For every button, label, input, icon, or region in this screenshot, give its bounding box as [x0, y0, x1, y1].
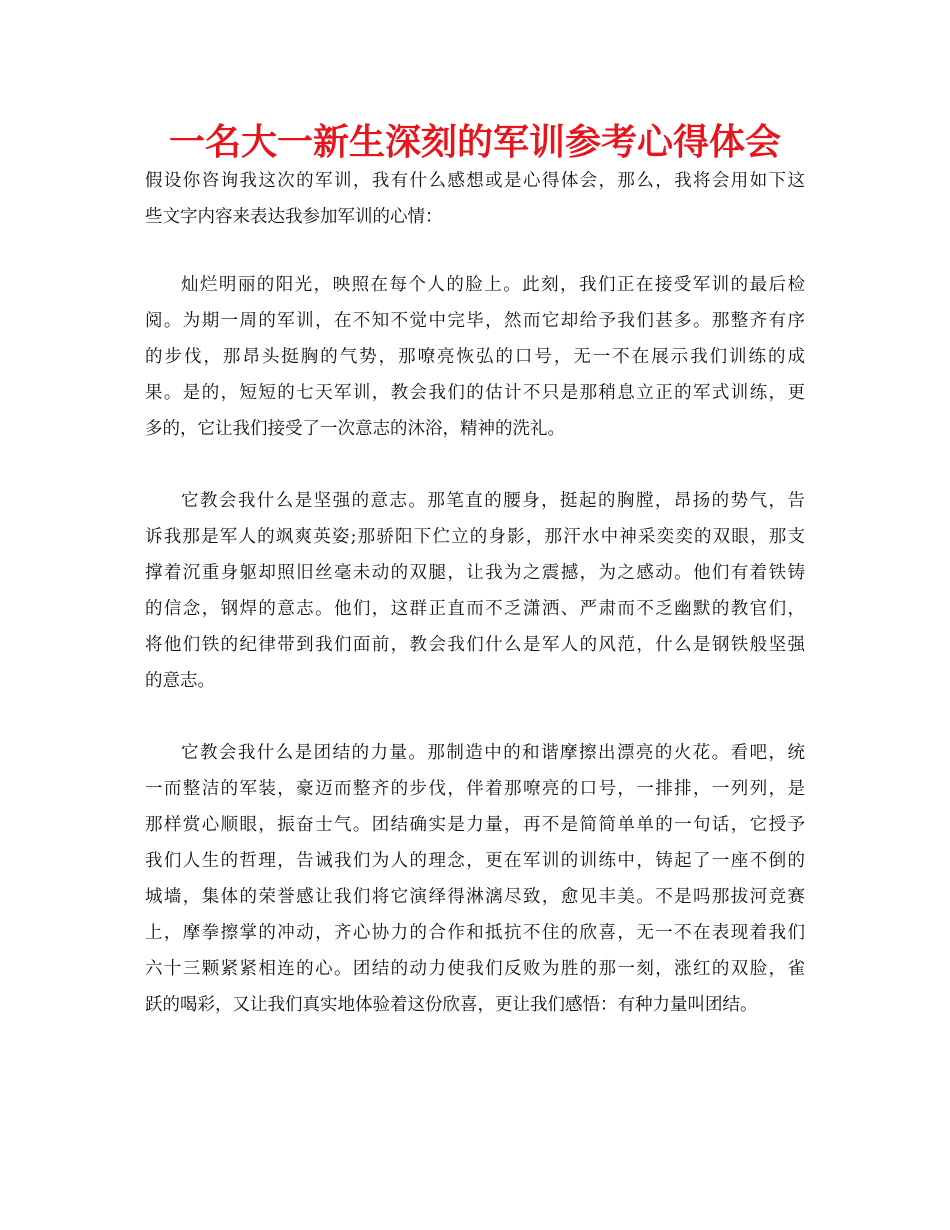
- text-line: 假设你咨询我这次的军训，我有什么感想或是心得体会，那么，我将会用如下这: [145, 171, 805, 191]
- paragraph-1: [145, 267, 805, 447]
- text-line: 跃的喝彩，又让我们真实地体验着这份欣喜，更让我们感悟：有种力量叫团结。: [145, 995, 758, 1015]
- text-line: 阅。为期一周的军训，在不知不觉中完毕，然而它却给予我们甚多。那整齐有序: [145, 311, 805, 331]
- intro-paragraph: [145, 163, 805, 235]
- text-line: 一而整洁的军装，豪迈而整齐的步伐，伴着那嘹亮的口号，一排排，一列列，是: [145, 779, 805, 799]
- text-line: 灿烂明丽的阳光，映照在每个人的脸上。此刻，我们正在接受军训的最后检: [181, 275, 805, 295]
- text-line: 些文字内容来表达我参加军训的心情：: [145, 207, 443, 227]
- text-line: 多的，它让我们接受了一次意志的沐浴，精神的洗礼。: [145, 419, 565, 439]
- paragraph-3: [145, 735, 805, 1023]
- document-title: 一名大一新生深刻的军训参考心得体会: [168, 122, 781, 163]
- text-line: 撑着沉重身躯却照旧丝毫未动的双腿，让我为之震撼，为之感动。他们有着铁铸: [145, 563, 805, 583]
- text-line: 的步伐，那昂头挺胸的气势，那嘹亮恢弘的口号，无一不在展示我们训练的成: [145, 347, 805, 367]
- text-line: 将他们铁的纪律带到我们面前，教会我们什么是军人的风范，什么是钢铁般坚强: [145, 635, 805, 655]
- text-line: 我们人生的哲理，告诫我们为人的理念，更在军训的训练中，铸起了一座不倒的: [145, 851, 805, 871]
- text-line: 它教会我什么是坚强的意志。那笔直的腰身，挺起的胸膛，昂扬的势气，告: [181, 491, 805, 511]
- text-line: 诉我那是军人的飒爽英姿;那骄阳下伫立的身影，那汗水中神采奕奕的双眼，那支: [145, 527, 805, 547]
- text-line: 的信念，钢焊的意志。他们，这群正直而不乏潇洒、严肃而不乏幽默的教官们，: [145, 599, 805, 619]
- text-line: 那样赏心顺眼，振奋士气。团结确实是力量，再不是简简单单的一句话，它授予: [145, 815, 805, 835]
- text-line: 的意志。: [145, 671, 215, 691]
- text-line: 六十三颗紧紧相连的心。团结的动力使我们反败为胜的那一刻，涨红的双脸，雀: [145, 959, 805, 979]
- text-line: 上，摩拳擦掌的冲动，齐心协力的合作和抵抗不住的欣喜，无一不在表现着我们: [145, 923, 805, 943]
- text-line: 它教会我什么是团结的力量。那制造中的和谐摩擦出漂亮的火花。看吧，统: [181, 743, 805, 763]
- text-line: 果。是的，短短的七天军训，教会我们的估计不只是那稍息立正的军式训练，更: [145, 383, 805, 403]
- text-line: 城墙，集体的荣誉感让我们将它演绎得淋漓尽致，愈见丰美。不是吗那拔河竞赛: [145, 887, 805, 907]
- paragraph-2: [145, 483, 805, 699]
